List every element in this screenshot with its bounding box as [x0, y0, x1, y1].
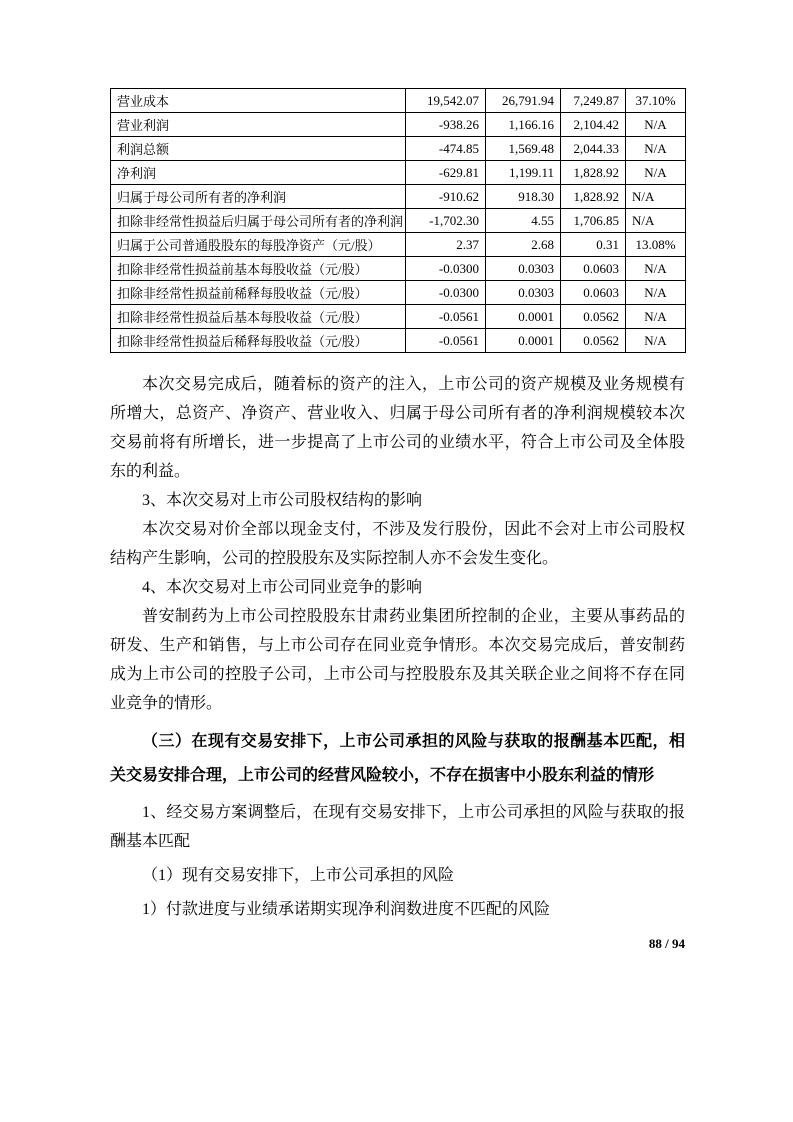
table-row: [111, 281, 686, 305]
metric-change: N/A: [626, 113, 686, 137]
document-body: [110, 370, 685, 924]
metric-value: -0.0561: [406, 305, 486, 329]
metric-value: -629.81: [406, 161, 486, 185]
metric-value: -0.0300: [406, 281, 486, 305]
metric-change: N/A: [626, 329, 686, 353]
financial-metrics-table: [110, 88, 686, 353]
metric-label: 营业成本: [111, 89, 406, 113]
metric-label: 归属于母公司所有者的净利润: [111, 185, 406, 209]
body-paragraph: 1、经交易方案调整后，在现有交易安排下，上市公司承担的风险与获取的报酬基本匹配: [110, 804, 685, 850]
body-paragraph: 普安制药为上市公司控股股东甘肃药业集团所控制的企业，主要从事药品的研发、生产和销售，与上市公司存在同业竞争情形。本次交易完成后，普安制药成为上市公司的控股子公司，上市公司与控股股东及其关联企业之间将不存在同业竞争的情形。: [110, 608, 685, 712]
metric-value: 2,044.33: [561, 137, 626, 161]
metric-change: N/A: [626, 137, 686, 161]
metric-value: -474.85: [406, 137, 486, 161]
metric-label: 营业利润: [111, 113, 406, 137]
metric-label: 扣除非经常性损益前稀释每股收益（元/股）: [111, 281, 406, 305]
metric-value: 1,706.85: [561, 209, 626, 233]
table-row: [111, 89, 686, 113]
metric-value: -1,702.30: [406, 209, 486, 233]
metric-change: N/A: [626, 281, 686, 305]
metric-value: 1,166.16: [486, 113, 561, 137]
metric-change: N/A: [626, 257, 686, 281]
table-row: [111, 209, 686, 233]
metric-value: 2,104.42: [561, 113, 626, 137]
metric-label: 扣除非经常性损益后稀释每股收益（元/股）: [111, 329, 406, 353]
metric-change: N/A: [626, 209, 686, 233]
metric-value: 19,542.07: [406, 89, 486, 113]
metric-change: 37.10%: [626, 89, 686, 113]
sub-heading-2: 1）付款进度与业绩承诺期实现净利润数进度不匹配的风险: [142, 901, 551, 918]
page-number: 88 / 94: [648, 936, 685, 951]
metric-value: 0.0001: [486, 305, 561, 329]
metric-label: 净利润: [111, 161, 406, 185]
metric-value: 918.30: [486, 185, 561, 209]
metric-change: N/A: [626, 161, 686, 185]
metric-value: 0.0001: [486, 329, 561, 353]
section-heading-4: 4、本次交易对上市公司同业竞争的影响: [142, 579, 423, 596]
metric-value: 2.37: [406, 233, 486, 257]
table-row: [111, 185, 686, 209]
metric-value: 0.0603: [561, 281, 626, 305]
table-row: [111, 161, 686, 185]
metric-label: 利润总额: [111, 137, 406, 161]
metric-label: 归属于公司普通股股东的每股净资产（元/股）: [111, 233, 406, 257]
metric-value: 2.68: [486, 233, 561, 257]
metric-value: -938.26: [406, 113, 486, 137]
metric-value: 1,828.92: [561, 161, 626, 185]
metric-value: 4.55: [486, 209, 561, 233]
metric-label: 扣除非经常性损益后基本每股收益（元/股）: [111, 305, 406, 329]
table-row: [111, 329, 686, 353]
metric-value: 26,791.94: [486, 89, 561, 113]
table-row: [111, 257, 686, 281]
metric-value: 0.0562: [561, 305, 626, 329]
metric-value: 1,199.11: [486, 161, 561, 185]
metric-change: N/A: [626, 185, 686, 209]
body-paragraph: 本次交易完成后，随着标的资产的注入，上市公司的资产规模及业务规模有所增大，总资产、净资产、营业收入、归属于母公司所有者的净利润规模较本次交易前将有所增长，进一步提高了上市公司的业绩水平，符合上市公司及全体股东的利益。: [110, 376, 685, 480]
metric-value: 0.0562: [561, 329, 626, 353]
metric-value: 0.0303: [486, 257, 561, 281]
metric-value: 7,249.87: [561, 89, 626, 113]
metric-label: 扣除非经常性损益前基本每股收益（元/股）: [111, 257, 406, 281]
metric-value: 0.31: [561, 233, 626, 257]
metric-value: 0.0303: [486, 281, 561, 305]
metric-change: N/A: [626, 305, 686, 329]
table-row: [111, 137, 686, 161]
metric-value: -0.0300: [406, 257, 486, 281]
section-heading-3: 3、本次交易对上市公司股权结构的影响: [142, 492, 423, 509]
metric-value: -910.62: [406, 185, 486, 209]
body-paragraph: 本次交易对价全部以现金支付，不涉及发行股份，因此不会对上市公司股权结构产生影响，公司的控股股东及实际控制人亦不会发生变化。: [110, 521, 685, 567]
bold-section-heading: （三）在现有交易安排下，上市公司承担的风险与获取的报酬基本匹配，相关交易安排合理，上市公司的经营风险较小，不存在损害中小股东利益的情形: [110, 733, 685, 784]
metric-value: 1,569.48: [486, 137, 561, 161]
table-row: [111, 305, 686, 329]
table-row: [111, 233, 686, 257]
metric-value: 1,828.92: [561, 185, 626, 209]
metric-change: 13.08%: [626, 233, 686, 257]
metric-value: 0.0603: [561, 257, 626, 281]
metric-value: -0.0561: [406, 329, 486, 353]
sub-heading-1: （1）现有交易安排下，上市公司承担的风险: [142, 867, 455, 884]
table-row: [111, 113, 686, 137]
metric-label: 扣除非经常性损益后归属于母公司所有者的净利润: [111, 209, 406, 233]
